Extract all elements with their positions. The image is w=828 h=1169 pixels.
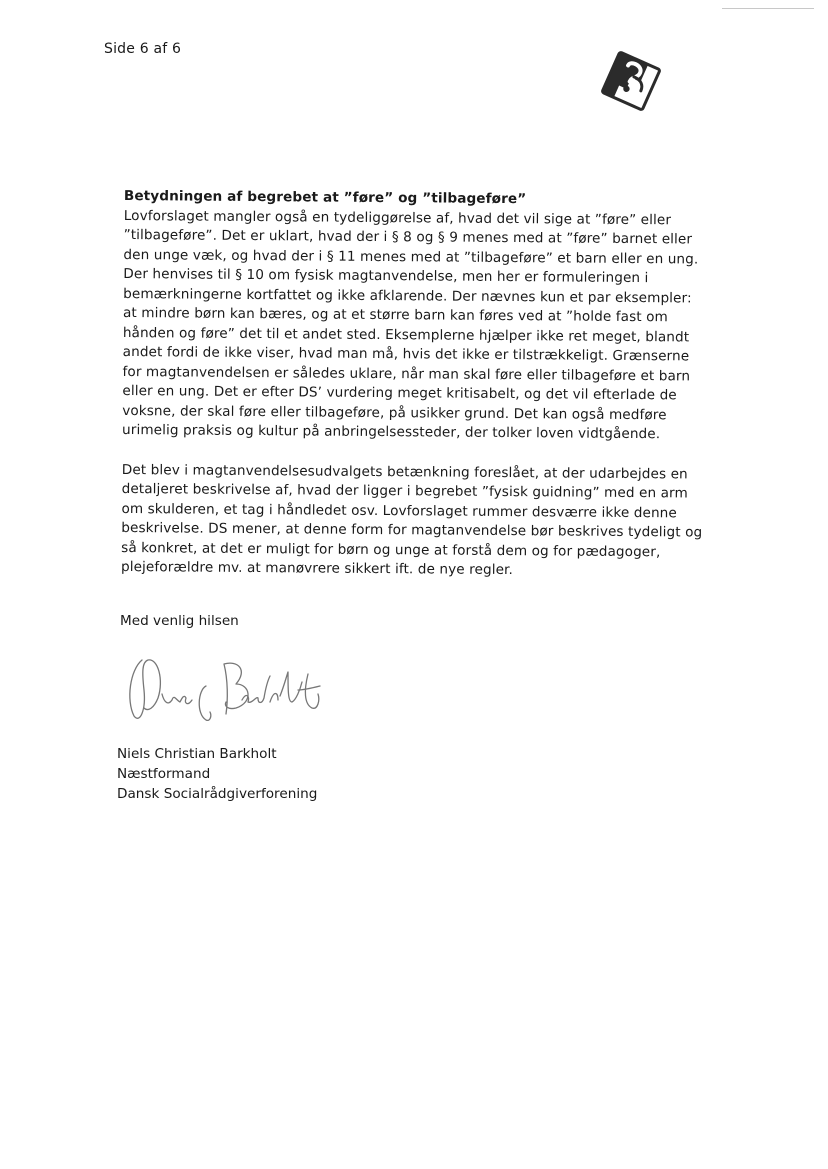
paragraph-2: Det blev i magtanvendelsesudvalgets betænkning foreslået, at der udarbejdes en detaljeret beskrivelse af, hvad der ligger i begrebet ”fysisk guidning” med en arm om skulderen, et tag i håndledet osv. Lovforslaget rummer desværre ikke denne beskrivelse. DS mener, at denne form for magtanvendelse bør beskrives tydeligt og så konkret, at det er muligt for børn og unge at forstå dem og for pædagoger, plejeforældre mv. at manøvrere sikkert ift. de nye regler.: [120, 461, 703, 579]
scan-edge-line: [722, 8, 814, 9]
section-heading: Betydningen af begrebet at ”føre” og ”tilbageføre”: [123, 187, 527, 208]
handwritten-signature: [124, 650, 334, 728]
signer-title: Næstformand: [117, 766, 211, 782]
signer-name: Niels Christian Barkholt: [117, 746, 277, 762]
signer-organization: Dansk Socialrådgiverforening: [117, 786, 318, 802]
ds-logo-icon: [600, 50, 662, 112]
signer-block: [117, 744, 517, 804]
page-number: Side 6 af 6: [104, 41, 182, 57]
closing-greeting: Med venlig hilsen: [120, 613, 239, 629]
closing-block: [120, 613, 540, 629]
section-body: [121, 187, 706, 582]
paragraph-1: Lovforslaget mangler også en tydeliggørelse af, hvad det vil sige at ”føre” eller ”tilbageføre”. Det er uklart, hvad der i § 8 og § 9 menes med at ”føre” barnet eller den unge væk, og hvad der i § 11 menes med at ”tilbageføre” et barn eller en ung. Der henvises til § 10 om fysisk magtanvendelse, men her er formuleringen i bemærkningerne kortfattet og ikke afklarende. Der nævnes kun et par eksempler: at mindre børn kan bæres, og at et større barn kan føres ved at ”holde fast om hånden og føre” det til et andet sted. Eksemplerne hjælper ikke ret meget, blandt andet fordi de ikke viser, hvad man må, hvis det ikke er tilstrækkeligt. Grænserne for magtanvendelsen er således uklare, når man skal føre eller tilbageføre et barn eller en ung. Det er efter DS’ vurdering meget kritisabelt, og det vil efterlade de voksne, der skal føre eller tilbageføre, på usikker grund. Det kan også medføre urimelig praksis og kultur på anbringelsessteder, der tolker loven vidtgående.: [122, 207, 699, 443]
